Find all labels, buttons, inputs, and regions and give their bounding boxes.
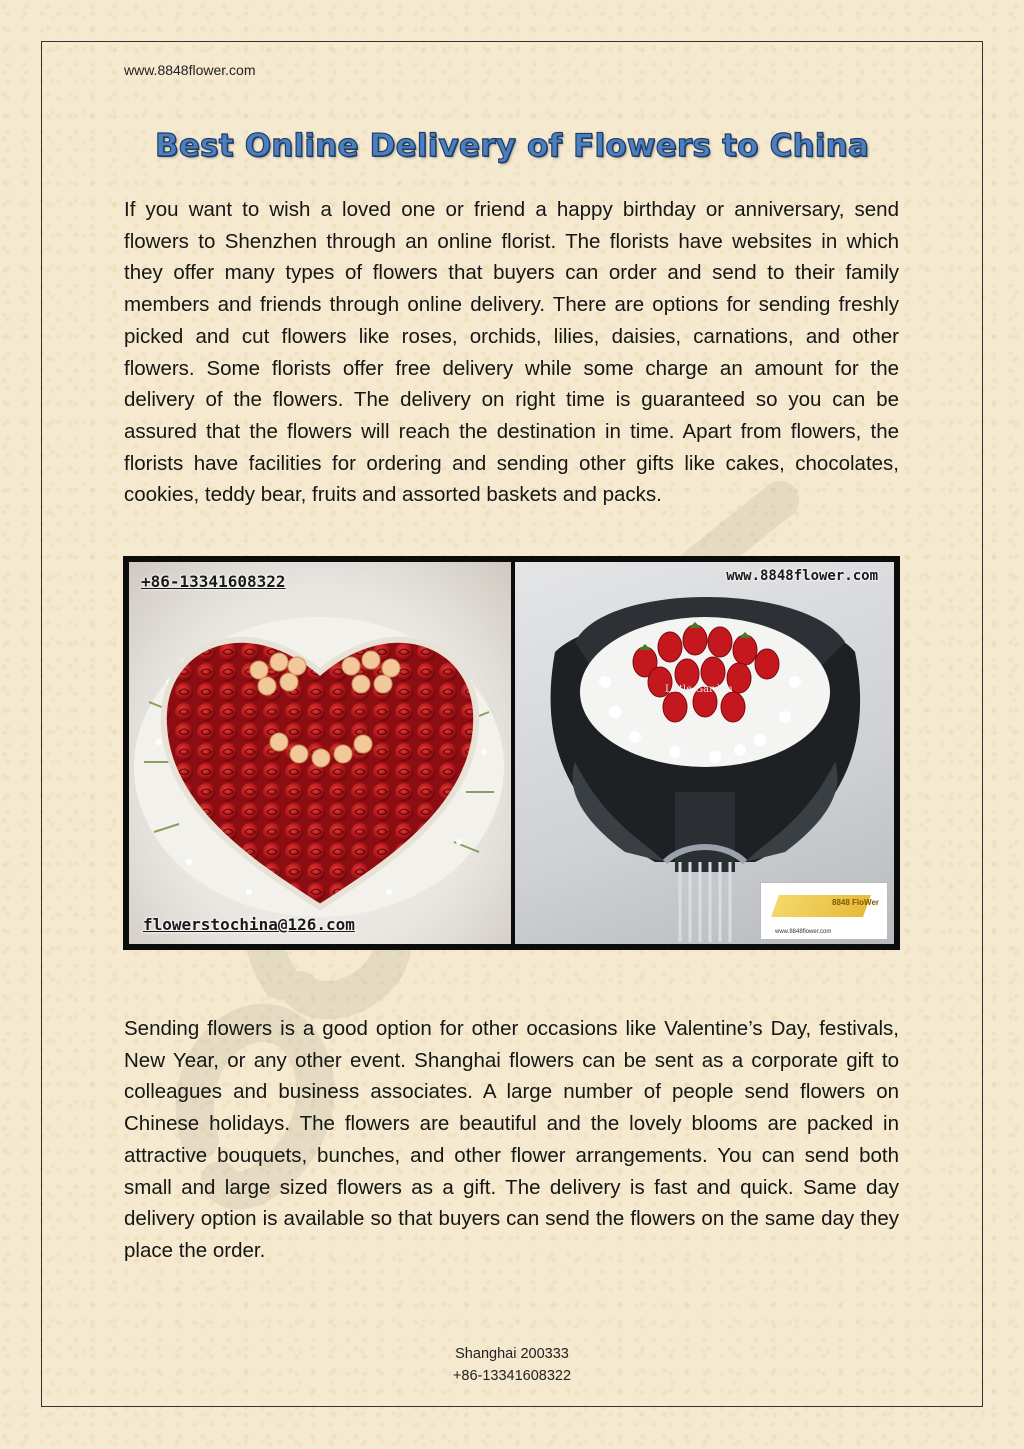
- page-title: Best Online Delivery of Flowers to China: [154, 128, 870, 164]
- flower-photo: [123, 556, 900, 950]
- header-url[interactable]: www.8848flower.com: [124, 62, 256, 78]
- footer-phone: +86-13341608322: [452, 1368, 572, 1384]
- logo-url: www.8848flower.com: [775, 929, 832, 935]
- logo-brand: 8848 FloWer: [832, 898, 879, 907]
- flower-shop-logo: [760, 882, 888, 940]
- paragraph-occasions: Sending flowers is a good option for other occasions like Valentine’s Day, festivals, New Year, or any other event. Shanghai flowers can be sent as a corporate gift to colleagues and business associates. A large number of people send flowers on Chinese holidays. The flowers are beautiful and the lovely blooms are packed in attractive bouquets, bunches, and other flower arrangements. You can send both small and large sized flowers as a gift. The delivery is fast and quick. Same day delivery option is available so that buyers can send the flowers on the same day they place the order.: [124, 1017, 899, 1262]
- heart-bouquet-graphic: [129, 562, 511, 944]
- bouquet-tag: Little Garden: [665, 684, 733, 695]
- strawberry-bouquet-image: [515, 562, 894, 944]
- photo-phone-overlay: +86-13341608322: [141, 572, 286, 591]
- photo-site-overlay: www.8848flower.com: [726, 568, 878, 584]
- paragraph-intro: If you want to wish a loved one or friend a happy birthday or anniversary, send flowers to Shenzhen through an online florist. The florists have websites in which they offer many types of flowers that buyers can order and send to their family members and friends through online delivery. There are options for sending freshly picked and cut flowers like roses, orchids, lilies, daisies, carnations, and other flowers. Some florists offer free delivery while some charge an amount for the delivery of the flowers. The delivery on right time is guaranteed so you can be assured that the flowers will reach the destination in time. Apart from flowers, the florists have facilities for ordering and sending other gifts like cakes, chocolates, cookies, teddy bear, fruits and assorted baskets and packs.: [124, 198, 899, 507]
- photo-email-overlay: flowerstochina@126.com: [143, 915, 355, 934]
- heart-roses-image: [129, 562, 511, 944]
- footer-address: Shanghai 200333: [455, 1346, 569, 1362]
